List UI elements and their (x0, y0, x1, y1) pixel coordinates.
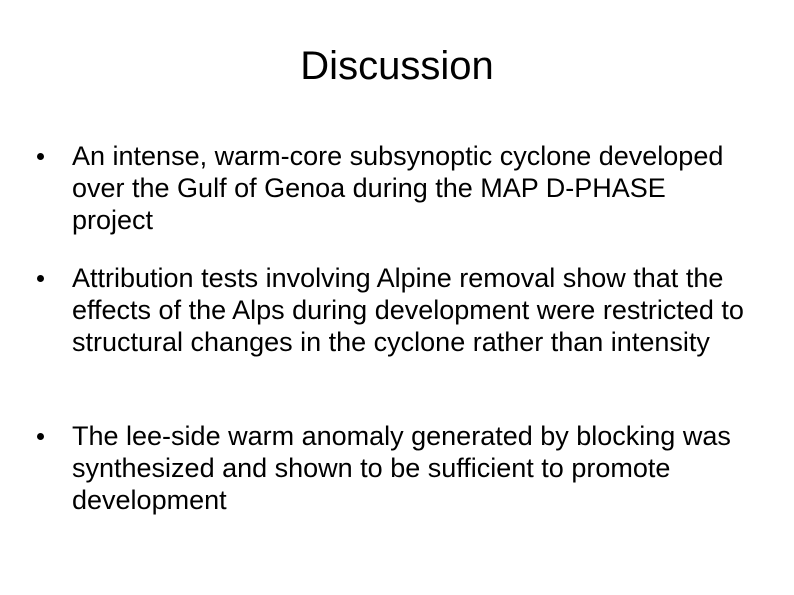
bullet-dot-icon (37, 153, 44, 160)
bullet-text: An intense, warm-core subsynoptic cyclone developed over the Gulf of Genoa during the MAP D-PHASE project (72, 141, 724, 235)
bullet-text: The lee-side warm anomaly generated by blocking was synthesized and shown to be sufficient to promote development (72, 421, 731, 515)
bullet-dot-icon (37, 275, 44, 282)
slide-title: Discussion (300, 44, 494, 88)
bullet-dot-icon (37, 433, 44, 440)
bullet-text: Attribution tests involving Alpine removal show that the effects of the Alps during development were restricted to structural changes in the cyclone rather than intensity (72, 263, 744, 357)
